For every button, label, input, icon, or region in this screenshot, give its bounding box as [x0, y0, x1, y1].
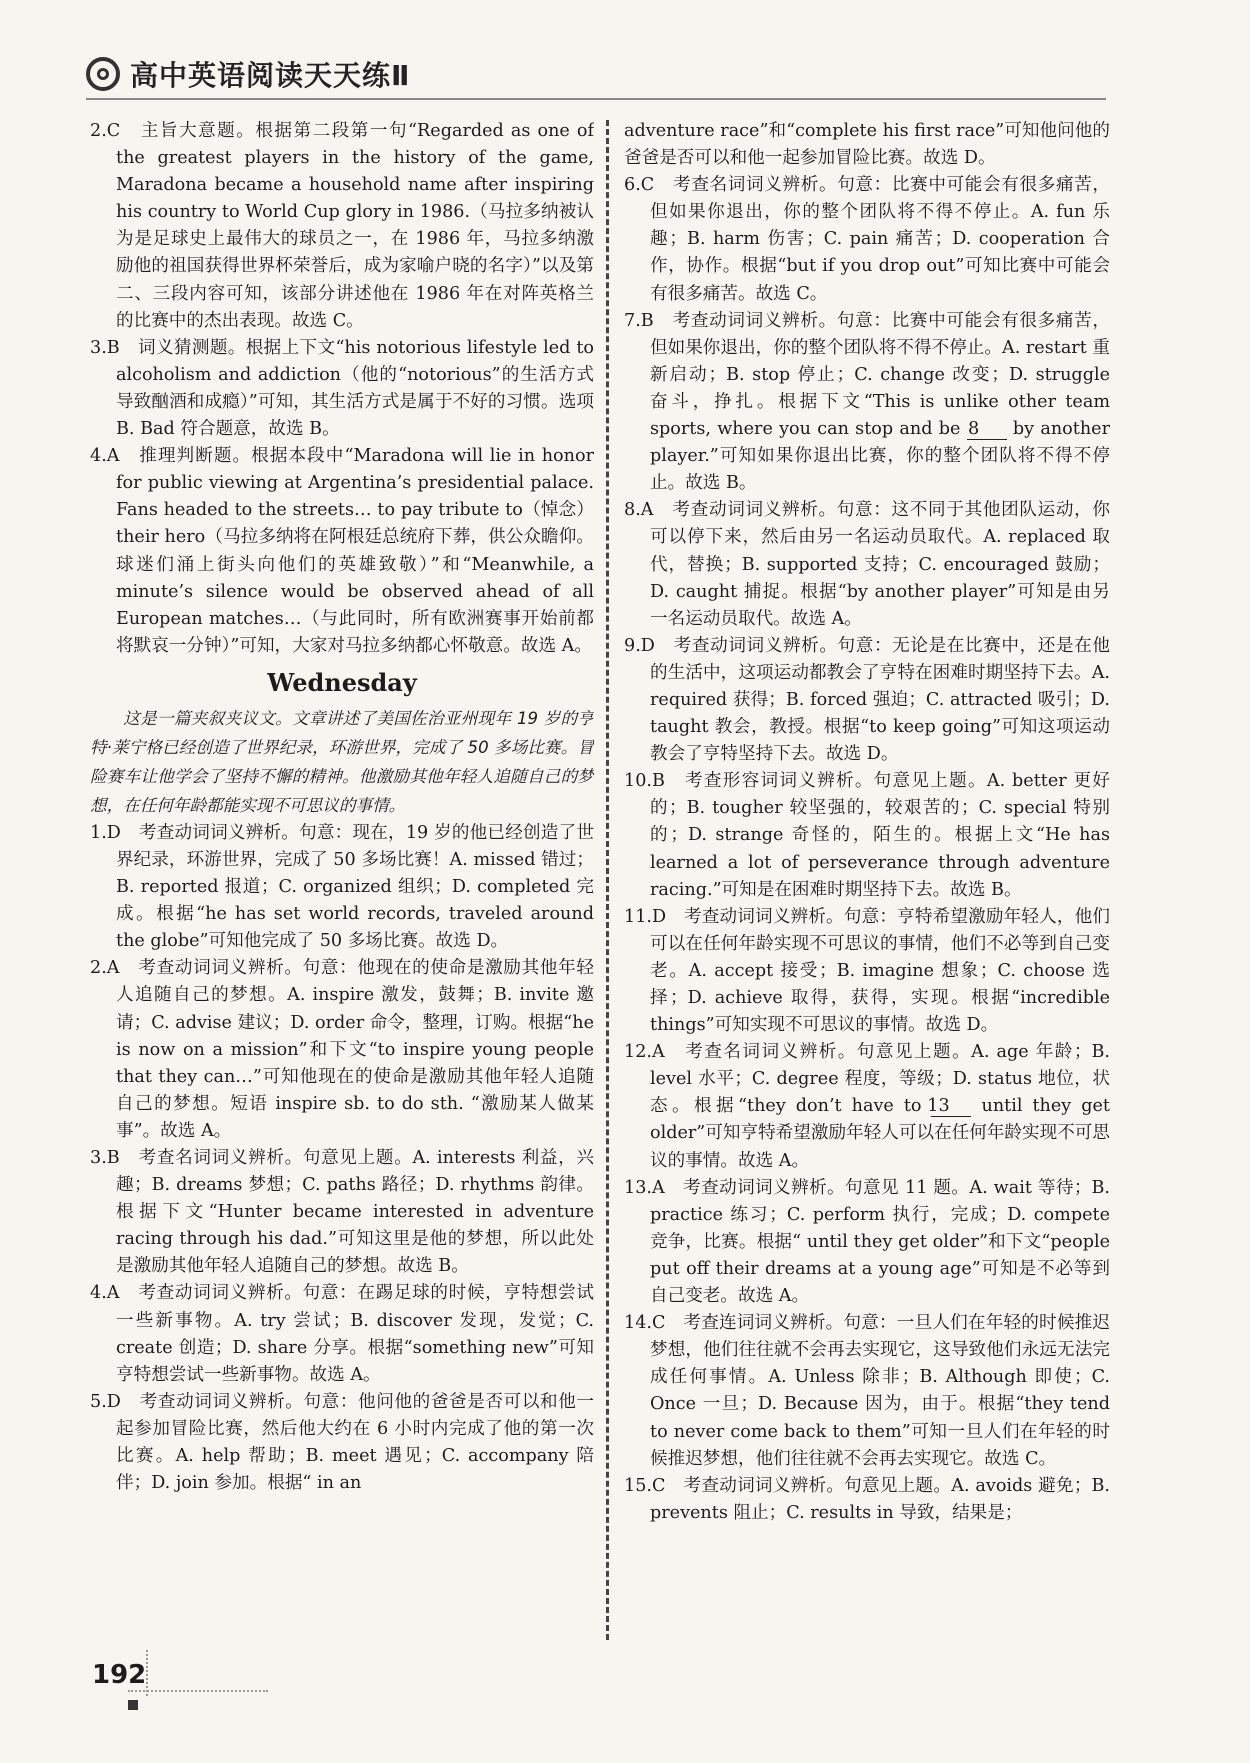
- answer-number: 12.: [624, 1042, 652, 1063]
- answer-text: D 考查动词词义辨析。句意：无论是在比赛中，还是在他的生活中，这项运动都教会了亨特在困难时期坚持下去。A. required 获得；B. forced 强迫；C. attracted 吸引；D. taught 教会，教授。根据“to keep going”可知这项运动教会了亨特坚持下去。故选 D。: [640, 635, 1110, 765]
- answer-text: A 考查名词词义辨析。句意见上题。A. age 年龄；B. level 水平；C. degree 程度，等级；D. status 地位，状态。根据“they don’t have to: [650, 1042, 1110, 1117]
- answer-number: 2.: [90, 121, 107, 141]
- answer-entry: [90, 955, 594, 1145]
- fill-blank: 13: [931, 1096, 971, 1117]
- answer-number: 4.: [90, 1283, 107, 1304]
- answer-text: C 考查名词词义辨析。句意：比赛中可能会有很多痛苦，但如果你退出，你的整个团队将不得不停止。A. fun 乐趣；B. harm 伤害；C. pain 痛苦；D. cooperation 合作，协作。根据“but if you drop out”可知比赛中可能会有很多痛苦。故选 C。: [640, 175, 1110, 304]
- passage-summary: 这是一篇夹叙夹议文。文章讲述了美国佐治亚州现年 19 岁的亨特·莱宁格已经创造了世界纪录，环游世界，完成了 50 多场比赛。冒险赛车让他学会了坚持不懈的精神。他激励其他年轻人追随自己的梦想，在任何年龄都能实现不可思议的事情。: [90, 708, 594, 815]
- answer-number: 5.: [90, 1391, 107, 1412]
- answer-text: C 考查动词词义辨析。句意见上题。A. avoids 避免；B. prevents 阻止；C. results in 导致，结果是；: [650, 1475, 1110, 1523]
- fill-blank: 8: [967, 419, 1007, 440]
- answer-number: 2.: [90, 958, 107, 979]
- answer-number: 15.: [624, 1475, 652, 1496]
- footer-square-icon: [128, 1700, 138, 1710]
- answer-number: 14.: [624, 1313, 652, 1334]
- answer-number: 7.: [624, 310, 641, 331]
- answer-entry: [624, 904, 1110, 1039]
- answer-number: 9.: [624, 635, 641, 656]
- page-number: 192: [92, 1660, 147, 1690]
- answer-entry: [90, 335, 594, 443]
- answer-number: 8.: [624, 500, 641, 521]
- answer-entry: [624, 308, 1110, 498]
- footer-dots: [128, 1690, 268, 1692]
- page-header: [86, 50, 1106, 100]
- answer-entry: [90, 1145, 594, 1280]
- answer-number: 11.: [624, 906, 652, 927]
- answer-entry: [90, 1389, 594, 1497]
- left-column: [90, 118, 594, 1633]
- answer-entry: [90, 820, 594, 955]
- answer-entry: [624, 172, 1110, 307]
- answer-number: 3.: [90, 1148, 107, 1168]
- answer-text: A 考查动词词义辨析。句意：这不同于其他团队运动，你可以停下来，然后由另一名运动员取代。A. replaced 取代，替换；B. supported 支持；C. encouraged 鼓励；D. caught 捕捉。根据“by another player”可知是由另一名运动员取代。故选 A。: [640, 500, 1110, 629]
- answer-text: A 考查动词词义辨析。句意：在踢足球的时候，亨特想尝试一些新事物。A. try 尝试；B. discover 发现，发觉；C. create 创造；D. share 分享。根据“something new”可知亨特想尝试一些新事物。故选 A。: [106, 1283, 594, 1385]
- answer-number: 6.: [624, 175, 641, 196]
- answer-entry: [624, 1175, 1110, 1310]
- answer-text: C 考查连词词义辨析。句意：一旦人们在年轻的时候推迟梦想，他们往往就不会再去实现它，这导致他们永远无法完成任何事情。A. Unless 除非；B. Although 即使；C. Once 一旦；D. Because 因为，由于。根据“they tend to never come back to them”可知一旦人们在年轻的时候推迟梦想，他们往往就不会再去实现它。故选 C。: [650, 1313, 1110, 1469]
- answer-text: B 词义猜测题。根据上下文“his notorious lifestyle led to alcoholism and addiction（他的“notorious”的生活方式导致酗酒和成瘾）”可知，其生活方式是属于不好的习惯。选项 B. Bad 符合题意，故选 B。: [106, 337, 594, 440]
- answer-number: 13.: [624, 1177, 652, 1198]
- answer-entry: [624, 633, 1110, 768]
- answer-entry: [90, 443, 594, 660]
- answer-number: 4.: [90, 446, 107, 467]
- answer-number: 1.: [90, 822, 107, 843]
- answer-text: D 考查动词词义辨析。句意：现在，19 岁的他已经创造了世界纪录，环游世界，完成了 50 多场比赛！A. missed 错过；B. reported 报道；C. organized 组织；D. completed 完成。根据“he has set world records, traveled around the globe”可知他完成了 50 多场比赛。故选 D。: [106, 822, 594, 952]
- continued-text: adventure race”和“complete his first race”可知他问他的爸爸是否可以和他一起参加冒险比赛。故选 D。: [624, 121, 1110, 169]
- answer-text: by another player.”可知如果你退出比赛，你的整个团队将不得不停止。故选 B。: [650, 419, 1110, 494]
- answer-text: D 考查动词词义辨析。句意：他问他的爸爸是否可以和他一起参加冒险比赛，然后他大约在 6 小时内完成了他的第一次比赛。A. help 帮助；B. meet 遇见；C. accompany 陪伴；D. join 参加。根据“ in an: [106, 1391, 594, 1494]
- answer-entry: [624, 768, 1110, 903]
- answer-entry: [624, 1473, 1110, 1527]
- answer-entry: [624, 1039, 1110, 1174]
- answer-text: until they get older”可知亨特希望激励年轻人可以在任何年龄实现不可思议的事情。故选 A。: [650, 1096, 1110, 1171]
- answer-number: 10.: [624, 771, 652, 792]
- right-column: [624, 118, 1110, 1633]
- answer-text: A 考查动词词义辨析。句意见 11 题。A. wait 等待；B. practice 练习；C. perform 执行，完成；D. compete 竞争，比赛。根据“ until they get older”和下文“people put off their dreams at a young age”可知是不必等到自己变老。故选 A。: [650, 1177, 1110, 1307]
- book-title: 高中英语阅读天天练Ⅱ: [130, 59, 411, 92]
- answer-text: B 考查动词词义辨析。句意：比赛中可能会有很多痛苦，但如果你退出，你的整个团队将不得不停止。A. restart 重新启动；B. stop 停止；C. change 改变；D. struggle 奋斗，挣扎。根据下文“This is unlike other team sports, where you can stop and be: [640, 310, 1110, 440]
- answer-entry: [90, 1280, 594, 1388]
- answer-text: B 考查名词词义辨析。句意见上题。A. interests 利益，兴趣；B. dreams 梦想；C. paths 路径；D. rhythms 韵律。根据下文“Hunter became interested in adventure racing through his dad.”可知这里是他的梦想，所以此处是激励其他年轻人追随自己的梦想。故选 B。: [106, 1148, 594, 1277]
- book-logo-icon: [86, 57, 120, 91]
- answer-number: 3.: [90, 337, 107, 358]
- answer-text: A 考查动词词义辨析。句意：他现在的使命是激励其他年轻人追随自己的梦想。A. inspire 激发，鼓舞；B. invite 邀请；C. advise 建议；D. order 命令，整理，订购。根据“he is now on a mission”和下文“to inspire young people that they can…”可知他现在的使命是激励其他年轻人追随自己的梦想。短语 inspire sb. to do sth. “激励某人做某事”。故选 A。: [106, 958, 594, 1141]
- section-heading: Wednesday: [267, 667, 417, 697]
- answer-entry: [624, 1310, 1110, 1473]
- answer-text: A 推理判断题。根据本段中“Maradona will lie in honor for public viewing at Argentina’s presidential palace. Fans headed to the streets… to pay tribute to（悼念）their hero（马拉多纳将在阿根廷总统府下葬，供公众瞻仰。球迷们涌上街头向他们的英雄致敬）”和“Meanwhile, a minute’s silence would be observed ahead of all European matches…（与此同时，所有欧洲赛事开始前都将默哀一分钟）”可知，大家对马拉多纳都心怀敬意。故选 A。: [106, 446, 594, 656]
- answer-entry: [90, 118, 594, 335]
- column-divider: [606, 120, 609, 1640]
- answer-text: B 考查形容词词义辨析。句意见上题。A. better 更好的；B. tougher 较坚强的，较艰苦的；C. special 特别的；D. strange 奇怪的，陌生的。根据上文“He has learned a lot of perseverance through adventure racing.”可知是在困难时期坚持下去。故选 B。: [650, 771, 1110, 900]
- answer-text: C 主旨大意题。根据第二段第一句“Regarded as one of the greatest players in the history of the game, Maradona became a household name after inspiring his country to World Cup glory in 1986.（马拉多纳被认为是足球史上最伟大的球员之一，在 1986 年，马拉多纳激励他的祖国获得世界杯荣誉后，成为家喻户晓的名字）”以及第二、三段内容可知，该部分讲述他在 1986 年在对阵英格兰的比赛中的杰出表现。故选 C。: [106, 121, 594, 331]
- answer-entry: [624, 497, 1110, 632]
- answer-text: D 考查动词词义辨析。句意：亨特希望激励年轻人，他们可以在任何年龄实现不可思议的事情，他们不必等到自己变老。A. accept 接受；B. imagine 想象；C. choose 选择；D. achieve 取得，获得，实现。根据“incredible things”可知实现不可思议的事情。故选 D。: [650, 906, 1110, 1036]
